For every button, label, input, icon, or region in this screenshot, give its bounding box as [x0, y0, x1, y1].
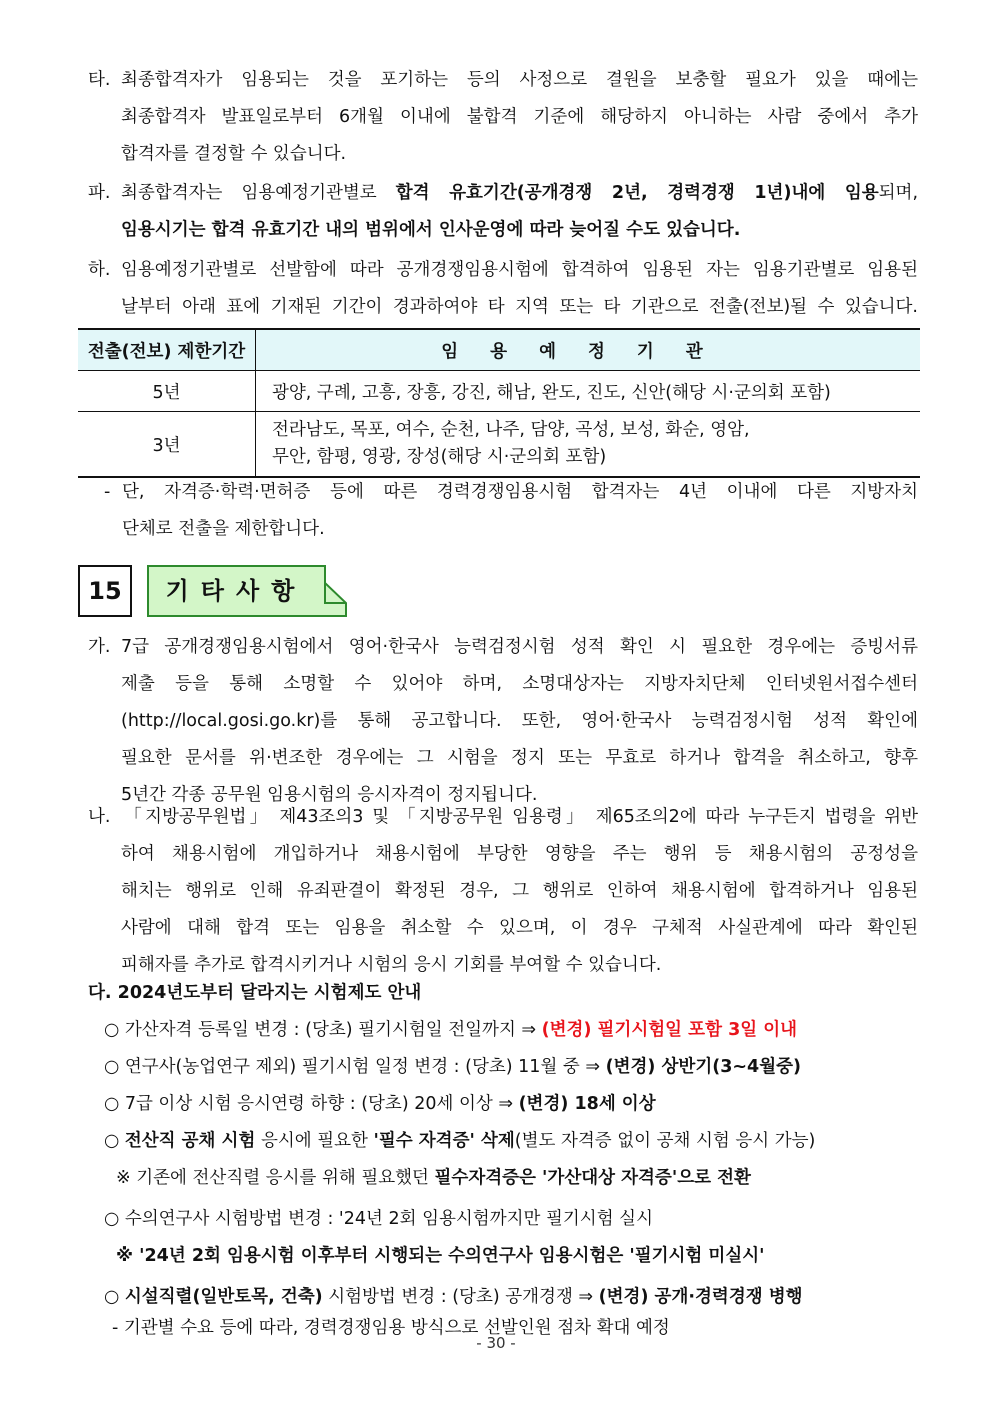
- list-item: ○ 시설직렬(일반토목, 건축) 시험방법 변경 : (당초) 공개경쟁 ⇒ (변경) 공개·경력경쟁 병행: [104, 1287, 803, 1307]
- list-item: ○ 연구사(농업연구 제외) 필기시험 일정 변경 : (당초) 11월 중 ⇒ (변경) 상반기(3~4월중): [104, 1057, 802, 1077]
- item-marker: 나.: [88, 807, 111, 827]
- cell-period: 5년: [78, 371, 256, 412]
- text-line: 사람에 대해 합격 또는 임용을 취소할 수 있으며, 이 경우 구체적 사실관계에 따라 확인된: [121, 918, 918, 938]
- text-line: 최종합격자 발표일로부터 6개월 이내에 불합격 기준에 해당하지 아니하는 사람 중에서 추가: [121, 107, 918, 127]
- list-item: ○ 전산직 공채 시험 응시에 필요한 '필수 자격증' 삭제(별도 자격증 없이 공채 시험 응시 가능): [104, 1131, 816, 1151]
- paragraph-ha: [88, 252, 918, 326]
- table-note: [104, 474, 918, 548]
- item-marker: 가.: [88, 637, 111, 657]
- page-number: - 30 -: [476, 1334, 516, 1352]
- text-line: 피해자를 추가로 합격시키거나 시험의 응시 기회를 부여할 수 있습니다.: [121, 955, 662, 975]
- text-line: - 단, 자격증·학력·면허증 등에 따른 경력경쟁임용시험 합격자는 4년 이내에 다른 지방자치: [104, 474, 918, 511]
- section-number: 15: [78, 565, 132, 617]
- note-marker: -: [104, 482, 111, 502]
- cell-orgs: 광양, 구례, 고흥, 장흥, 강진, 해남, 완도, 진도, 신안(해당 시·군의회 포함): [256, 371, 921, 412]
- list-subitem: - 기관별 수요 등에 따라, 경력경쟁임용 방식으로 선발인원 점차 확대 예정: [112, 1318, 670, 1338]
- change-list: [104, 1012, 918, 1347]
- paragraph-pa: [88, 175, 918, 249]
- list-item: ○ 수의연구사 시험방법 변경 : '24년 2회 임용시험까지만 필기시험 실시: [104, 1209, 653, 1229]
- item-marker: 파.: [88, 183, 111, 203]
- text-line: 제출 등을 통해 소명할 수 있어야 하며, 소명대상자는 지방자치단체 인터넷원서접수센터: [121, 674, 918, 694]
- text-line: 하. 임용예정기관별로 선발함에 따라 공개경쟁임용시험에 합격하여 임용된 자는 임용기관별로 임용된: [88, 252, 918, 289]
- table-row: [78, 371, 920, 412]
- paragraph-da: [88, 975, 918, 1012]
- text-line: 파. 최종합격자는 임용예정기관별로 합격 유효기간(공개경쟁 2년, 경력경쟁 1년)내에 임용되며,: [88, 175, 918, 212]
- header-period: 전출(전보) 제한기간: [78, 329, 256, 371]
- list-item: ○ 7급 이상 시험 응시연령 하향 : (당초) 20세 이상 ⇒ (변경) 18세 이상: [104, 1094, 656, 1114]
- text-line: 단체로 전출을 제한합니다.: [122, 519, 325, 539]
- text-line: 5년간 각종 공무원 임용시험의 응시자격이 정지됩니다.: [121, 785, 538, 805]
- text-line: 해치는 행위로 인해 유죄판결이 확정된 경우, 그 행위로 인하여 채용시험에 합격하거나 임용된: [121, 881, 918, 901]
- list-note: ※ 기존에 전산직렬 응시를 위해 필요했던 필수자격증은 '가산대상 자격증'으로 전환: [116, 1168, 751, 1188]
- text-line: (http://local.gosi.go.kr)를 통해 공고합니다. 또한, 영어·한국사 능력검정시험 성적 확인에: [121, 711, 918, 731]
- section-title-text: 기타사항: [165, 577, 307, 605]
- subsection-heading: 다. 2024년도부터 달라지는 시험제도 안내: [88, 983, 422, 1003]
- cell-period: 3년: [78, 412, 256, 478]
- item-marker: 하.: [88, 260, 111, 280]
- text-line: 나. 「지방공무원법」 제43조의3 및 「지방공무원 임용령」 제65조의2에 따라 누구든지 법령을 위반: [88, 799, 918, 836]
- list-item: ○ 가산자격 등록일 변경 : (당초) 필기시험일 전일까지 ⇒ (변경) 필기시험일 포함 3일 이내: [104, 1020, 798, 1040]
- text-line: 타. 최종합격자가 임용되는 것을 포기하는 등의 사정으로 결원을 보충할 필요가 있을 때에는: [88, 62, 918, 99]
- text-line: 가. 7급 공개경쟁임용시험에서 영어·한국사 능력검정시험 성적 확인 시 필요한 경우에는 증빙서류: [88, 629, 918, 666]
- section-title: [147, 565, 347, 617]
- table-row: [78, 412, 920, 478]
- text-line: 합격자를 결정할 수 있습니다.: [121, 144, 347, 164]
- text-line: 날부터 아래 표에 기재된 기간이 경과하여야 타 지역 또는 타 기관으로 전출(전보)될 수 있습니다.: [121, 297, 918, 317]
- transfer-restriction-table: [78, 328, 920, 478]
- paragraph-ga: [88, 629, 918, 814]
- text-line: 임용시기는 합격 유효기간 내의 범위에서 인사운영에 따라 늦어질 수도 있습니다.: [121, 220, 741, 240]
- header-org: 임용예정기관: [256, 329, 921, 371]
- list-note: ※ '24년 2회 임용시험 이후부터 시행되는 수의연구사 임용시험은 '필기시험 미실시': [116, 1246, 765, 1266]
- text-line: 하여 채용시험에 개입하거나 채용시험에 부당한 영향을 주는 행위 등 채용시험의 공정성을: [121, 844, 918, 864]
- paragraph-na: [88, 799, 918, 984]
- text-line: 필요한 문서를 위·변조한 경우에는 그 시험을 정지 또는 무효로 하거나 합격을 취소하고, 향후: [121, 748, 918, 768]
- paragraph-ta: [88, 62, 918, 173]
- cell-orgs: 전라남도, 목포, 여수, 순천, 나주, 담양, 곡성, 보성, 화순, 영암, 무안, 함평, 영광, 장성(해당 시·군의회 포함): [256, 412, 921, 478]
- table-header-row: [78, 329, 920, 371]
- item-marker: 타.: [88, 70, 111, 90]
